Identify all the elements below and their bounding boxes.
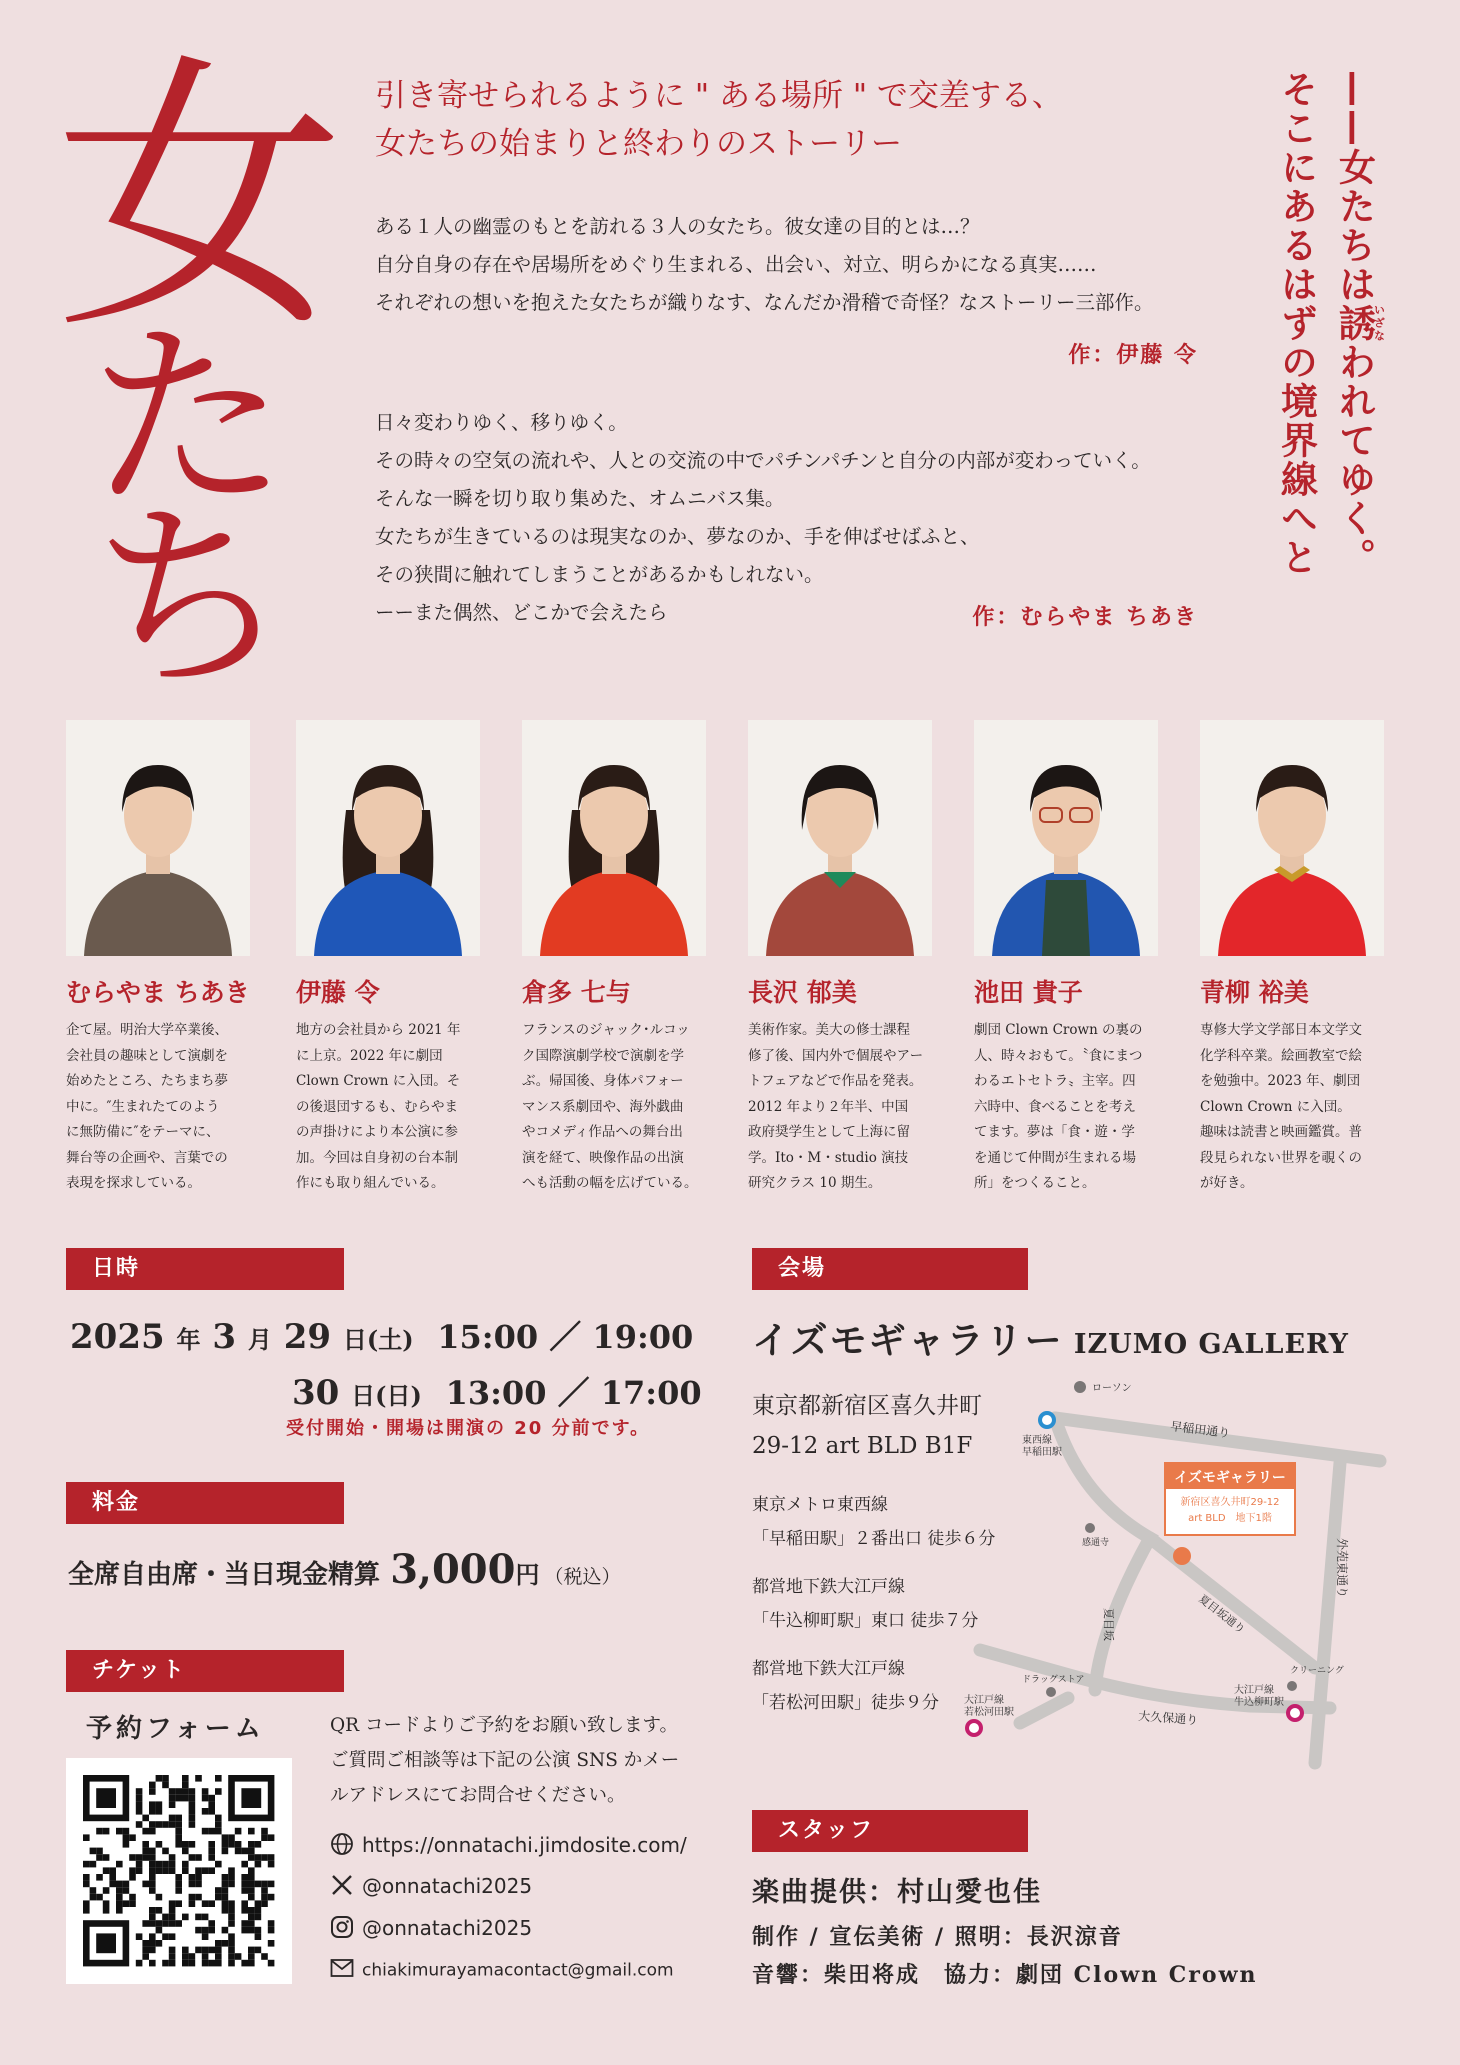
svg-text:東西線: 東西線 [1022,1435,1052,1446]
svg-text:大久保通り: 大久保通り [1137,1709,1199,1728]
cast-photo [296,720,480,956]
cast-name: 倉多 七与 [522,978,631,1007]
station-icon [967,1721,981,1735]
svg-text:夏目坂: 夏目坂 [1102,1608,1115,1641]
staff-production: 制作 / 宣伝美術 / 照明：長沢涼音 [752,1925,1123,1950]
svg-text:外苑東通り: 外苑東通り [1335,1538,1349,1599]
svg-text:イズモギャラリー: イズモギャラリー [1174,1470,1286,1486]
svg-text:art BLD 地下1階: art BLD 地下1階 [1188,1513,1272,1524]
staff-label: スタッフ [752,1810,1028,1852]
story-1-line: ある１人の幽霊のもとを訪れる３人の女たち。彼女達の目的とは…？ [375,215,980,238]
story-2-line: その狭間に触れてしまうことがあるかもしれない。 [375,563,824,586]
date-line-2: 30 日(日) 13:00 ／ 17:00 [292,1373,702,1413]
access-detail: 「若松河田駅」徒歩９分 [752,1693,939,1713]
title-char-3: ち [90,483,291,716]
venue-address: 東京都新宿区喜久井町 29-12 art BLD B1F [752,1393,982,1459]
qr-code-graphic [66,1758,292,1984]
svg-text:感通寺: 感通寺 [1082,1538,1110,1548]
x-account-link[interactable]: @onnatachi2025 [330,1873,532,1902]
story-1-line: 自分自身の存在や居場所をめぐり生まれる、出会い、対立、明らかになる真実…… [375,253,1097,276]
svg-text:新宿区喜久井町29-12: 新宿区喜久井町29-12 [1180,1497,1280,1508]
story-2-line: ーーまた偶然、どこかで会えたら [375,601,668,624]
svg-text:牛込柳町駅: 牛込柳町駅 [1234,1697,1284,1708]
x-logo-icon [330,1873,356,1902]
title-char-2: た [88,303,289,536]
cast-name: 長沢 郁美 [748,978,857,1007]
vertical-copy-col1a: ——女たちは [1332,70,1376,304]
story-1 [375,208,1153,322]
staff-sound: 音響：柴田将成 協力：劇団 Clown Crown [752,1962,1258,1988]
email-link[interactable]: chiakimurayamacontact@gmail.com [330,1958,674,1983]
form-title: 予約フォーム [86,1714,265,1744]
vertical-copy-col2: そこにあるはずの境界線へと [1274,70,1318,577]
tagline-line-1: 引き寄せられるように " ある場所 " で交差する、 [375,78,1063,114]
website-link[interactable]: https://onnatachi.jimdosite.com/ [330,1832,687,1861]
price-label: 料金 [66,1482,344,1524]
cast-name: 池田 貴子 [974,978,1083,1007]
access-line: 都営地下鉄大江戸線 [752,1577,905,1597]
svg-text:大江戸線: 大江戸線 [1234,1685,1274,1696]
cast-photo [522,720,706,956]
schedule-note: 受付開始・開場は開演の 20 分前です。 [286,1418,651,1439]
story-2-line: 女たちが生きているのは現実なのか、夢なのか、手を伸ばせばふと、 [375,525,980,548]
access-line: 都営地下鉄大江戸線 [752,1659,905,1679]
ticket-label: チケット [66,1650,344,1692]
station-icon [1288,1706,1302,1720]
svg-text:ドラッグストア: ドラッグストア [1022,1675,1085,1685]
title-char-1: 女 [55,31,345,368]
cast-bio: 劇団 Clown Crown の裏の 人、時々おもて。〝食にまつ わるエトセトラ〟主宰。四 六時中、食べることを考え てます。夢は「食・遊・学 を通じて仲間が生まれる場 所」をつくること。 [974,1022,1143,1191]
story-2-author: 作：むらやま ちあき [972,605,1198,630]
story-2-line: その時々の空気の流れや、人との交流の中でパチンパチンと自分の内部が変わっていく。 [375,449,1151,472]
vertical-copy [1267,70,1386,590]
cast-photo [974,720,1158,956]
access-line: 東京メトロ東西線 [752,1495,888,1515]
mail-icon [330,1958,356,1983]
access-detail: 「牛込柳町駅」東口 徒歩７分 [752,1611,979,1631]
cast-name: 青柳 裕美 [1200,978,1309,1007]
svg-text:ローソン: ローソン [1092,1383,1132,1394]
cast-bio: 専修大学文学部日本文学文 化学科卒業。絵画教室で絵 を勉強中。2023 年、劇団 Clown Crown に入団。 趣味は読書と映画鑑賞。普 段見られない世界を覗くの が好き。 [1200,1022,1362,1191]
svg-text:若松河田駅: 若松河田駅 [964,1707,1014,1718]
globe-icon [330,1832,356,1861]
story-2-line: 日々変わりゆく、移りゆく。 [375,411,628,434]
map-marker [1074,1381,1086,1393]
svg-text:夏目坂通り: 夏目坂通り [1196,1592,1248,1637]
story-2-line: そんな一瞬を切り取り集めた、オムニバス集。 [375,487,785,510]
venue-map [960,1368,1400,1788]
cast-photo [66,720,250,956]
cast-name: 伊藤 令 [296,978,380,1007]
cast-name: むらやま ちあき [66,978,250,1007]
vertical-copy-col1b: われてゆく。 [1332,343,1376,577]
venue-pin [1173,1547,1191,1565]
qr-code[interactable] [66,1758,292,1984]
cast-bio: 企て屋。明治大学卒業後、 会社員の趣味として演劇を 始めたところ、たちまち夢 中に。″生まれたてのよう に無防備に″をテーマに、 舞台等の企画や、言葉での 表現を探求している。 [66,1022,228,1191]
vertical-copy-ruby: 誘いざな [1332,304,1386,343]
tagline-line-2: 女たちの始まりと終わりのストーリー [375,126,902,162]
cast-bio: フランスのジャック･ルコッ ク国際演劇学校で演劇を学 ぶ。帰国後、身体パフォー マンス系劇団や、海外戯曲 やコメディ作品への舞台出 演を経て、映像作品の出演 へも活動の幅を広げている。 [522,1022,698,1191]
date-line-1: 2025 年 3 月 29 日(土) 15:00 ／ 19:00 [70,1317,694,1357]
schedule-label: 日時 [66,1248,344,1290]
instagram-icon [330,1915,356,1944]
access-detail: 「早稲田駅」２番出口 徒歩６分 [752,1529,996,1549]
cast-photo [1200,720,1384,956]
svg-text:クリーニング: クリーニング [1290,1666,1344,1676]
staff-music: 楽曲提供：村山愛也佳 [752,1877,1042,1908]
station-icon [1040,1413,1054,1427]
cast-bio: 美術作家。美大の修士課程 修了後、国内外で個展やアー トフェアなどで作品を発表。 2012 年より２年半、中国 政府奨学生として上海に留 学。Ito・M・studio 演技 研究クラス 10 期生。 [748,1022,924,1191]
venue-name: イズモギャラリー IZUMO GALLERY [752,1319,1349,1362]
story-1-author: 作：伊藤 令 [1068,343,1198,368]
story-1-line: それぞれの想いを抱えた女たちが織りなす、なんだか滑稽で奇怪？なストーリー三部作。 [375,291,1154,314]
svg-text:早稲田通り: 早稲田通り [1169,1419,1231,1441]
venue-label: 会場 [752,1248,1028,1290]
price-line: 全席自由席・当日現金精算 3,000円 （税込） [68,1546,621,1593]
story-2 [375,404,1151,632]
instagram-link[interactable]: @onnatachi2025 [330,1915,532,1944]
svg-text:早稲田駅: 早稲田駅 [1022,1447,1062,1458]
ticket-instructions: QR コードよりご予約をお願い致します。 ご質問ご相談等は下記の公演 SNS かメー ルアドレスにてお問合せください。 [330,1715,680,1806]
svg-text:大江戸線: 大江戸線 [964,1695,1004,1706]
tagline [375,72,1063,168]
cast-bio: 地方の会社員から 2021 年 に上京。2022 年に劇団 Clown Crown に入団。そ の後退団するも、むらやま の声掛けにより本公演に参 加。今回は自身初の台本制 作にも取り組んでいる。 [296,1022,461,1191]
cast-photo [748,720,932,956]
